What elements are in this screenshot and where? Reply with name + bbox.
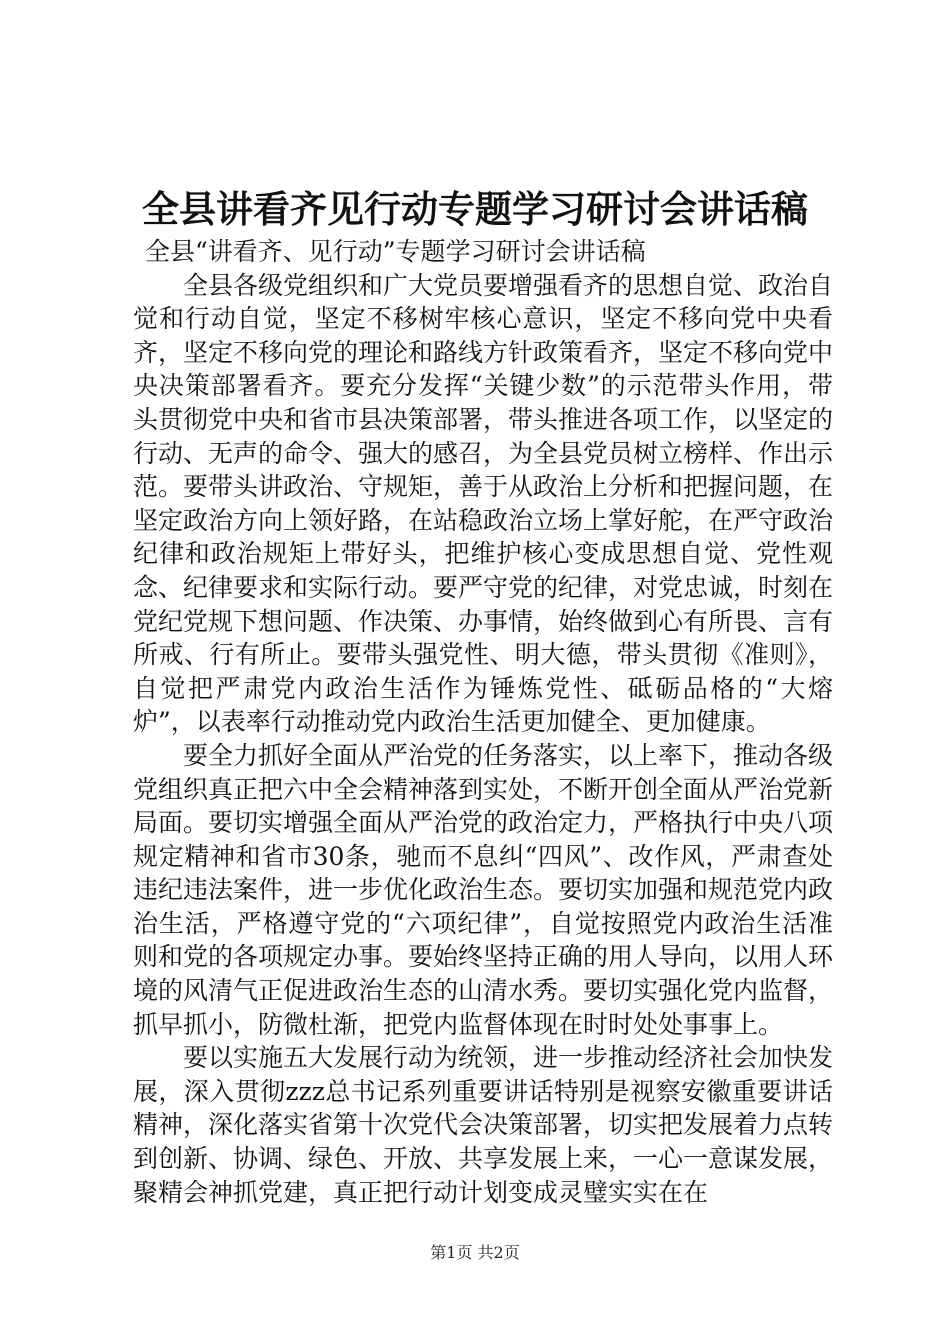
document-subtitle: 全县“讲看齐、见行动”专题学习研讨会讲话稿 bbox=[145, 237, 646, 266]
paragraph-2: 要全力抓好全面从严治党的任务落实，以上率下，推动各级党组织真正把六中全会精神落到实处，不断开创全面从严治党新局面。要切实增强全面从严治党的政治定力，严格执行中央八项规定精神和省市30条，驰而不息纠“四风”、改作风，严肃查处违纪违法案件，进一步优化政治生态。要切实加强和规范党内政治生活，严格遵守党的“六项纪律”，自觉按照党内政治生活准则和党的各项规定办事。要始终坚持正确的用人导向，以用人环境的风清气正促进政治生态的山清水秀。要切实强化党内监督，抓早抓小，防微杜渐，把党内监督体现在时时处处事事上。 bbox=[133, 740, 834, 1039]
document-title: 全县讲看齐见行动专题学习研讨会讲话稿 bbox=[142, 187, 808, 231]
paragraph-1: 全县各级党组织和广大党员要增强看齐的思想自觉、政治自觉和行动自觉，坚定不移树牢核心意识，坚定不移向党中央看齐，坚定不移向党的理论和路线方针政策看齐，坚定不移向党中央决策部署看齐。要充分发挥“关键少数”的示范带头作用，带头贯彻党中央和省市县决策部署，带头推进各项工作，以坚定的行动、无声的命令、强大的感召，为全县党员树立榜样、作出示范。要带头讲政治、守规矩，善于从政治上分析和把握问题，在坚定政治方向上领好路，在站稳政治立场上掌好舵，在严守政治纪律和政治规矩上带好头，把维护核心变成思想自觉、党性观念、纪律要求和实际行动。要严守党的纪律，对党忠诚，时刻在党纪党规下想问题、作决策、办事情，始终做到心有所畏、言有所戒、行有所止。要带头强党性、明大德，带头贯彻《准则》，自觉把严肃党内政治生活作为锤炼党性、砥砺品格的“大熔炉”，以表率行动推动党内政治生活更加健全、更加健康。 bbox=[133, 270, 834, 737]
paragraph-3: 要以实施五大发展行动为统领，进一步推动经济社会加快发展，深入贯彻zzz总书记系列重要讲话特别是视察安徽重要讲话精神，深化落实省第十次党代会决策部署，切实把发展着力点转到创新、协调、绿色、开放、共享发展上来，一心一意谋发展，聚精会神抓党建，真正把行动计划变成灵璧实实在在 bbox=[133, 1043, 834, 1207]
document-body bbox=[133, 235, 833, 1209]
page-number-footer: 第1页 共2页 bbox=[430, 1243, 520, 1262]
